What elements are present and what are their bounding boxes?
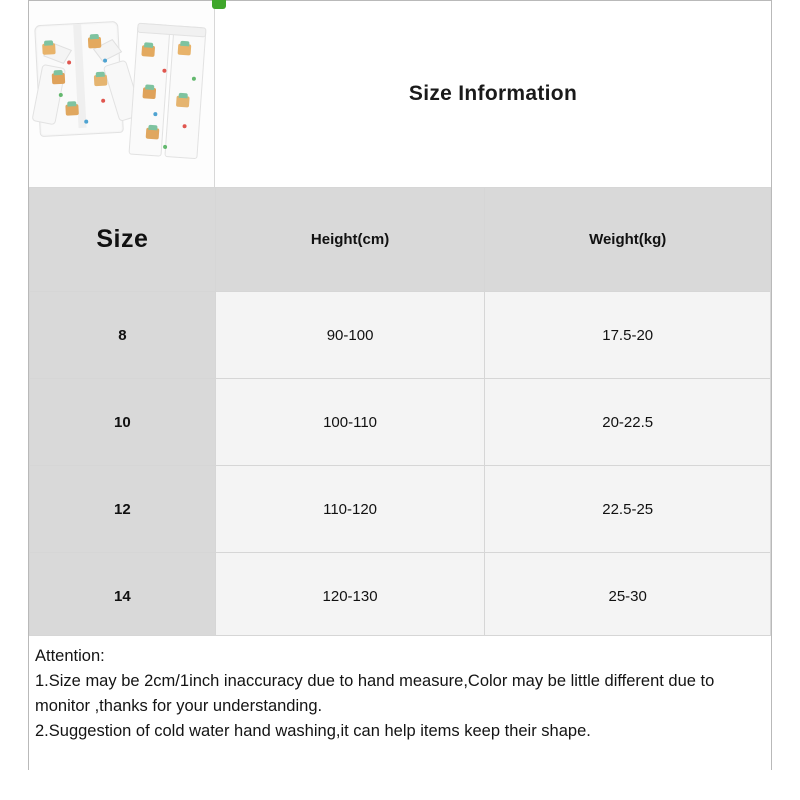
- cell-weight: 20-22.5: [485, 379, 771, 466]
- column-header-height: Height(cm): [215, 188, 485, 292]
- title-cell: [215, 1, 771, 187]
- print-motif: [178, 44, 192, 56]
- green-corner-marker: [212, 0, 226, 9]
- print-motif: [176, 96, 190, 108]
- cell-size: 10: [30, 379, 216, 466]
- cell-size: 12: [30, 466, 216, 553]
- cell-size: 14: [30, 553, 216, 640]
- size-table: [29, 187, 771, 640]
- print-motif: [88, 37, 102, 49]
- table-row: [30, 553, 771, 640]
- product-image-cell: [29, 1, 215, 187]
- cell-weight: 25-30: [485, 553, 771, 640]
- header-band: [29, 1, 771, 187]
- print-motif: [65, 104, 79, 116]
- attention-line-2: 2.Suggestion of cold water hand washing,it can help items keep their shape.: [35, 722, 591, 740]
- print-dot: [103, 59, 107, 63]
- cell-weight: 22.5-25: [485, 466, 771, 553]
- print-motif: [42, 43, 56, 55]
- size-chart-frame: [28, 0, 772, 770]
- cell-height: 100-110: [215, 379, 485, 466]
- cell-size: 8: [30, 292, 216, 379]
- print-motif: [94, 75, 108, 87]
- cell-height: 90-100: [215, 292, 485, 379]
- attention-line-1: 1.Size may be 2cm/1inch inaccuracy due to hand measure,Color may be little different due to monitor ,thanks for your understanding.: [35, 672, 715, 715]
- cell-height: 120-130: [215, 553, 485, 640]
- attention-block: [29, 635, 771, 770]
- column-header-size: Size: [30, 188, 216, 292]
- pajama-illustration: [29, 1, 214, 187]
- print-motif: [146, 128, 160, 140]
- print-dot: [101, 99, 105, 103]
- print-dot: [67, 60, 71, 64]
- print-dot: [84, 120, 88, 124]
- table-row: [30, 379, 771, 466]
- column-header-weight: Weight(kg): [485, 188, 771, 292]
- print-motif: [52, 73, 66, 85]
- print-motif: [142, 87, 156, 99]
- pajama-pants: [128, 23, 207, 160]
- pajama-top: [34, 21, 124, 137]
- cell-height: 110-120: [215, 466, 485, 553]
- table-row: [30, 292, 771, 379]
- print-motif: [141, 45, 155, 57]
- table-row: [30, 466, 771, 553]
- attention-heading: Attention:: [35, 647, 105, 665]
- cell-weight: 17.5-20: [485, 292, 771, 379]
- table-header-row: [30, 188, 771, 292]
- print-dot: [59, 93, 63, 97]
- page-title: Size Information: [408, 82, 578, 105]
